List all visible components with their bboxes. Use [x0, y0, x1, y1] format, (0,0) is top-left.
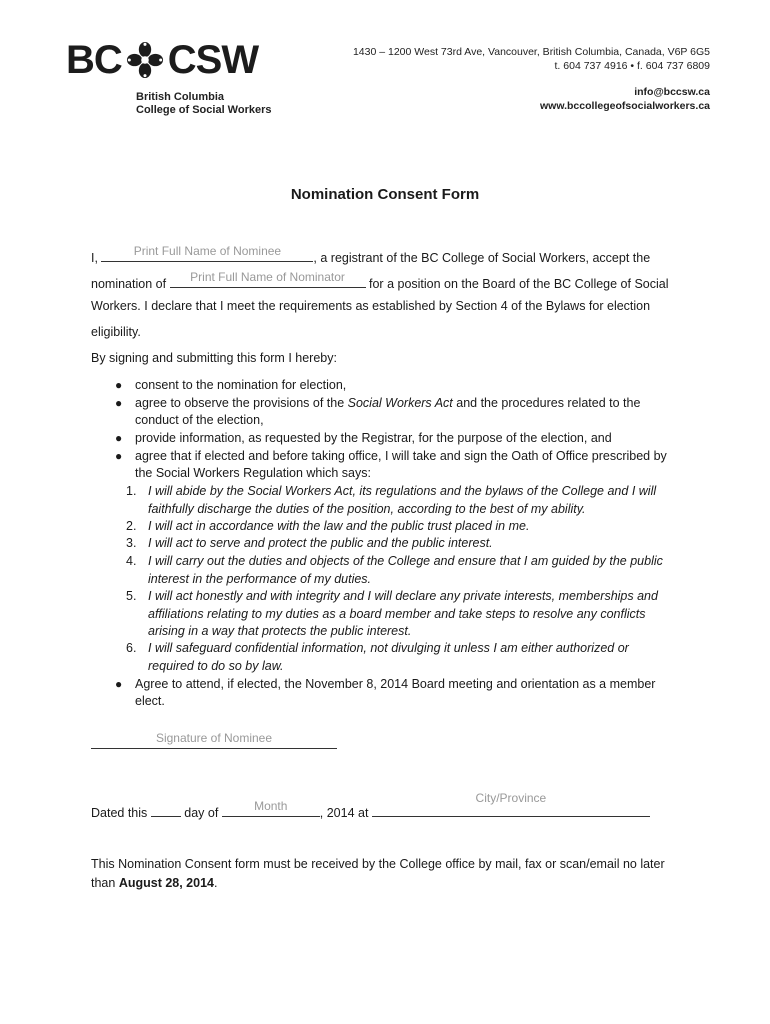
dated-line: Dated this day of Month , 2014 at City/Province — [91, 802, 650, 820]
day-field[interactable] — [151, 802, 181, 817]
paragraph-line-2: nomination of Print Full Name of Nominator for a position on the Board of the BC College of Social — [91, 270, 669, 291]
logo-subtitle — [136, 91, 272, 117]
page-title: Nomination Consent Form — [290, 186, 480, 203]
website-link[interactable]: www.bccollegeofsocialworkers.ca — [539, 100, 710, 112]
logo-text-right: CSW — [167, 38, 259, 82]
bullet-icon: ● — [115, 449, 123, 463]
phone-fax: t. 604 737 4916 • f. 604 737 6809 — [554, 60, 710, 72]
oath-item: 3. I will act to serve and protect the public and the public interest. — [126, 536, 493, 550]
bullet-icon: ● — [115, 431, 123, 445]
oath-item: 4. I will carry out the duties and objects of the College and ensure that I am guided by the public interest in the performance of my duties. — [126, 554, 663, 586]
submission-notice: This Nomination Consent form must be received by the College office by mail, fax or scan/email no later than August 28, 2014. — [91, 857, 665, 890]
list-item: ● Agree to attend, if elected, the November 8, 2014 Board meeting and orientation as a member elect. — [115, 677, 656, 708]
list-item: ● agree to observe the provisions of the Social Workers Act and the procedures related to the conduct of the election, — [115, 396, 641, 427]
intro-text: By signing and submitting this form I hereby: — [91, 351, 337, 365]
logo-text-left: BC — [66, 38, 122, 82]
signature-field[interactable]: Signature of Nominee — [91, 734, 337, 754]
month-field[interactable]: Month — [222, 802, 320, 817]
contact-block — [353, 45, 710, 113]
bullet-icon: ● — [115, 396, 123, 410]
logo-subtitle-line1: British Columbia — [136, 91, 225, 103]
paragraph-line-3: Workers. I declare that I meet the requirements as established by Section 4 of the Bylaws for election — [91, 299, 651, 313]
oath-item: 5. I will act honestly and with integrity and I will declare any private interests, memberships and affiliations relating to my duties as a board member and take steps to resolve any conflicts arising in a way that protects the public interest. — [126, 589, 658, 638]
nominator-name-field[interactable]: Print Full Name of Nominator — [170, 273, 366, 288]
college-logo — [66, 40, 258, 80]
oath-item: 2. I will act in accordance with the law and the public trust placed in me. — [126, 519, 530, 533]
dogwood-flower-icon — [126, 41, 164, 79]
list-item: ● consent to the nomination for election, — [115, 378, 347, 392]
deadline-date: August 28, 2014 — [118, 875, 214, 890]
paragraph-line-1: I, Print Full Name of Nominee , a registrant of the BC College of Social Workers, accept the — [91, 244, 651, 265]
city-province-field[interactable]: City/Province — [372, 802, 650, 817]
logo-subtitle-line2: College of Social Workers — [136, 104, 272, 116]
paragraph-line-4: eligibility. — [91, 325, 141, 339]
bullet-icon: ● — [115, 378, 123, 392]
bullet-icon: ● — [115, 677, 123, 691]
email-link[interactable]: info@bccsw.ca — [634, 86, 710, 98]
list-item: ● provide information, as requested by the Registrar, for the purpose of the election, and — [115, 431, 612, 445]
oath-item: 1. I will abide by the Social Workers Act, its regulations and the bylaws of the College and I will faithfully discharge the duties of the position, according to the best of my ability. — [126, 484, 657, 516]
list-item: ● agree that if elected and before taking office, I will take and sign the Oath of Office prescribed by the Social Workers Regulation which says: — [115, 449, 667, 480]
address: 1430 – 1200 West 73rd Ave, Vancouver, British Columbia, Canada, V6P 6G5 — [352, 46, 710, 58]
nominee-name-field[interactable]: Print Full Name of Nominee — [101, 247, 313, 262]
oath-item: 6. I will safeguard confidential information, not divulging it unless I am either authorized or required to do so by law. — [126, 641, 629, 673]
